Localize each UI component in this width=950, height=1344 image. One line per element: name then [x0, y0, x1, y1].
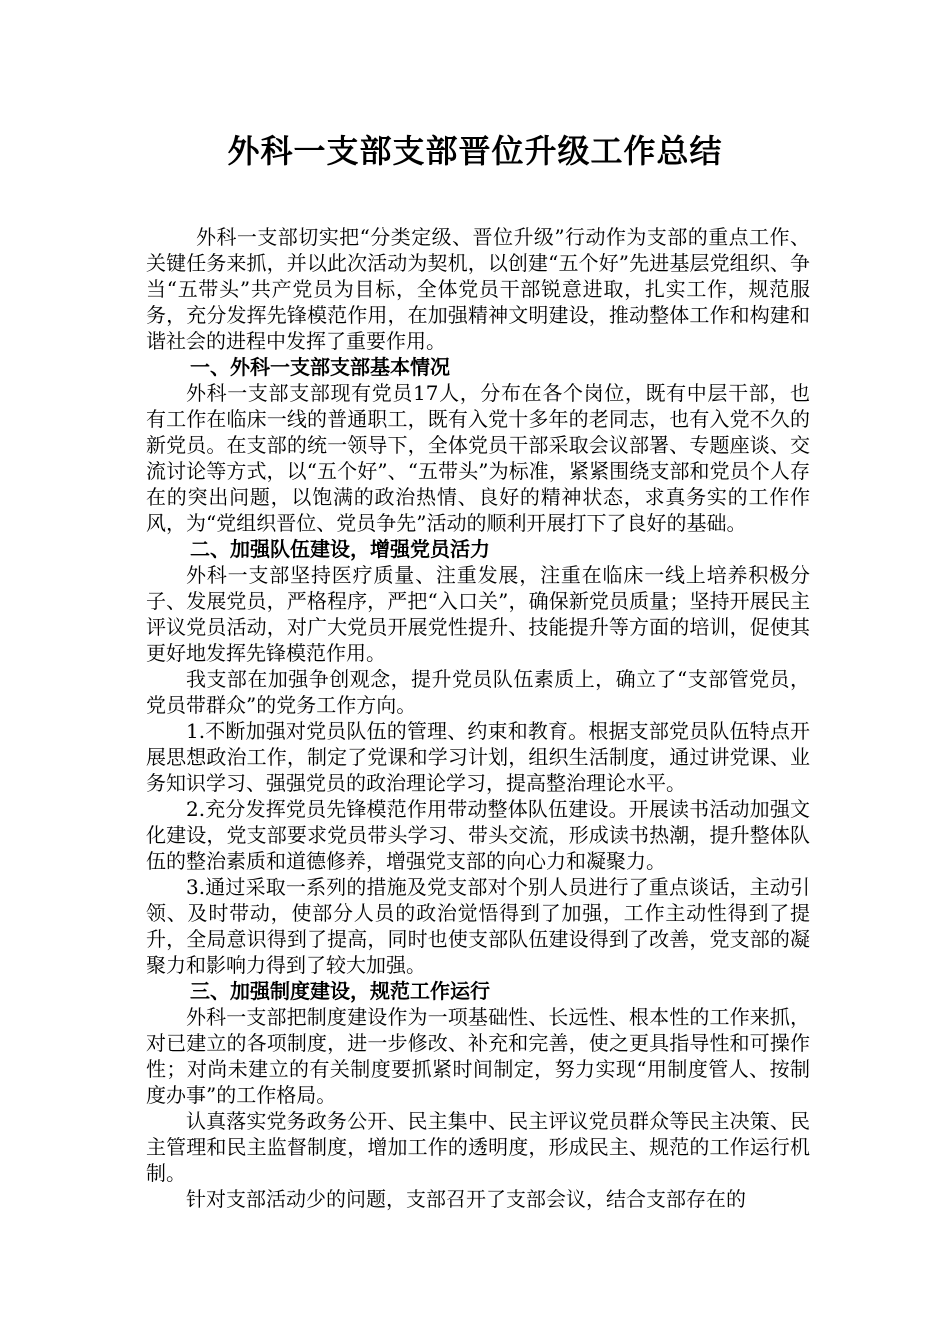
paragraph: 外科一支部支部现有党员17人，分布在各个岗位，既有中层干部，也有工作在临床一线的普通职工，既有入党十多年的老同志，也有入党不久的新党员。在支部的统一领导下，全体党员干部采取会议部署、专题座谈、交流讨论等方式，以“五个好”、“五带头”为标准，紧紧围绕支部和党员个人存在的突出问题，以饱满的政治热情、良好的精神状态，求真务实的工作作风，为“党组织晋位、党员争先”活动的顺利开展打下了良好的基础。 [146, 381, 810, 535]
paragraph: 针对支部活动少的问题，支部召开了支部会议，结合支部存在的 [186, 1187, 746, 1211]
paragraph: 我支部在加强争创观念，提升党员队伍素质上，确立了“支部管党员，党员带群众”的党务工作方向。 [146, 667, 810, 717]
numbered-paragraph-3: 3.通过采取一系列的措施及党支部对个别人员进行了重点谈话，主动引领、及时带动，使部分人员的政治觉悟得到了加强，工作主动性得到了提升，全局意识得到了提高，同时也使支部队伍建设得到了改善，党支部的凝聚力和影响力得到了较大加强。 [146, 875, 810, 977]
document-body [146, 224, 810, 1212]
section-heading-2: 二、加强队伍建设，增强党员活力 [190, 537, 490, 561]
paragraph: 外科一支部把制度建设作为一项基础性、长远性、根本性的工作来抓，对已建立的各项制度，进一步修改、补充和完善，使之更具指导性和可操作性；对尚未建立的有关制度要抓紧时间制定，努力实现“用制度管人、按制度办事”的工作格局。 [146, 1005, 810, 1107]
section-heading-1: 一、外科一支部支部基本情况 [190, 355, 450, 379]
section-heading-3: 三、加强制度建设，规范工作运行 [190, 979, 490, 1003]
intro-paragraph: 外科一支部切实把“分类定级、晋位升级”行动作为支部的重点工作、关键任务来抓，并以此次活动为契机，以创建“五个好”先进基层党组织、争当“五带头”共产党员为目标，全体党员干部锐意进取，扎实工作，规范服务，充分发挥先锋模范作用，在加强精神文明建设，推动整体工作和构建和谐社会的进程中发挥了重要作用。 [146, 225, 810, 353]
paragraph: 外科一支部坚持医疗质量、注重发展，注重在临床一线上培养积极分子、发展党员，严格程序，严把“入口关”，确保新党员质量；坚持开展民主评议党员活动，对广大党员开展党性提升、技能提升等方面的培训，促使其更好地发挥先锋模范作用。 [146, 563, 810, 665]
numbered-paragraph-1: 1.不断加强对党员队伍的管理、约束和教育。根据支部党员队伍特点开展思想政治工作，制定了党课和学习计划，组织生活制度，通过讲党课、业务知识学习、强强党员的政治理论学习，提高整治理论水平。 [146, 719, 810, 795]
paragraph: 认真落实党务政务公开、民主集中、民主评议党员群众等民主决策、民主管理和民主监督制度，增加工作的透明度，形成民主、规范的工作运行机制。 [146, 1109, 810, 1185]
numbered-paragraph-2: 2.充分发挥党员先锋模范作用带动整体队伍建设。开展读书活动加强文化建设，党支部要求党员带头学习、带头交流，形成读书热潮，提升整体队伍的整治素质和道德修养，增强党支部的向心力和凝聚力。 [146, 797, 810, 873]
document-title: 外科一支部支部晋位升级工作总结 [227, 132, 723, 170]
